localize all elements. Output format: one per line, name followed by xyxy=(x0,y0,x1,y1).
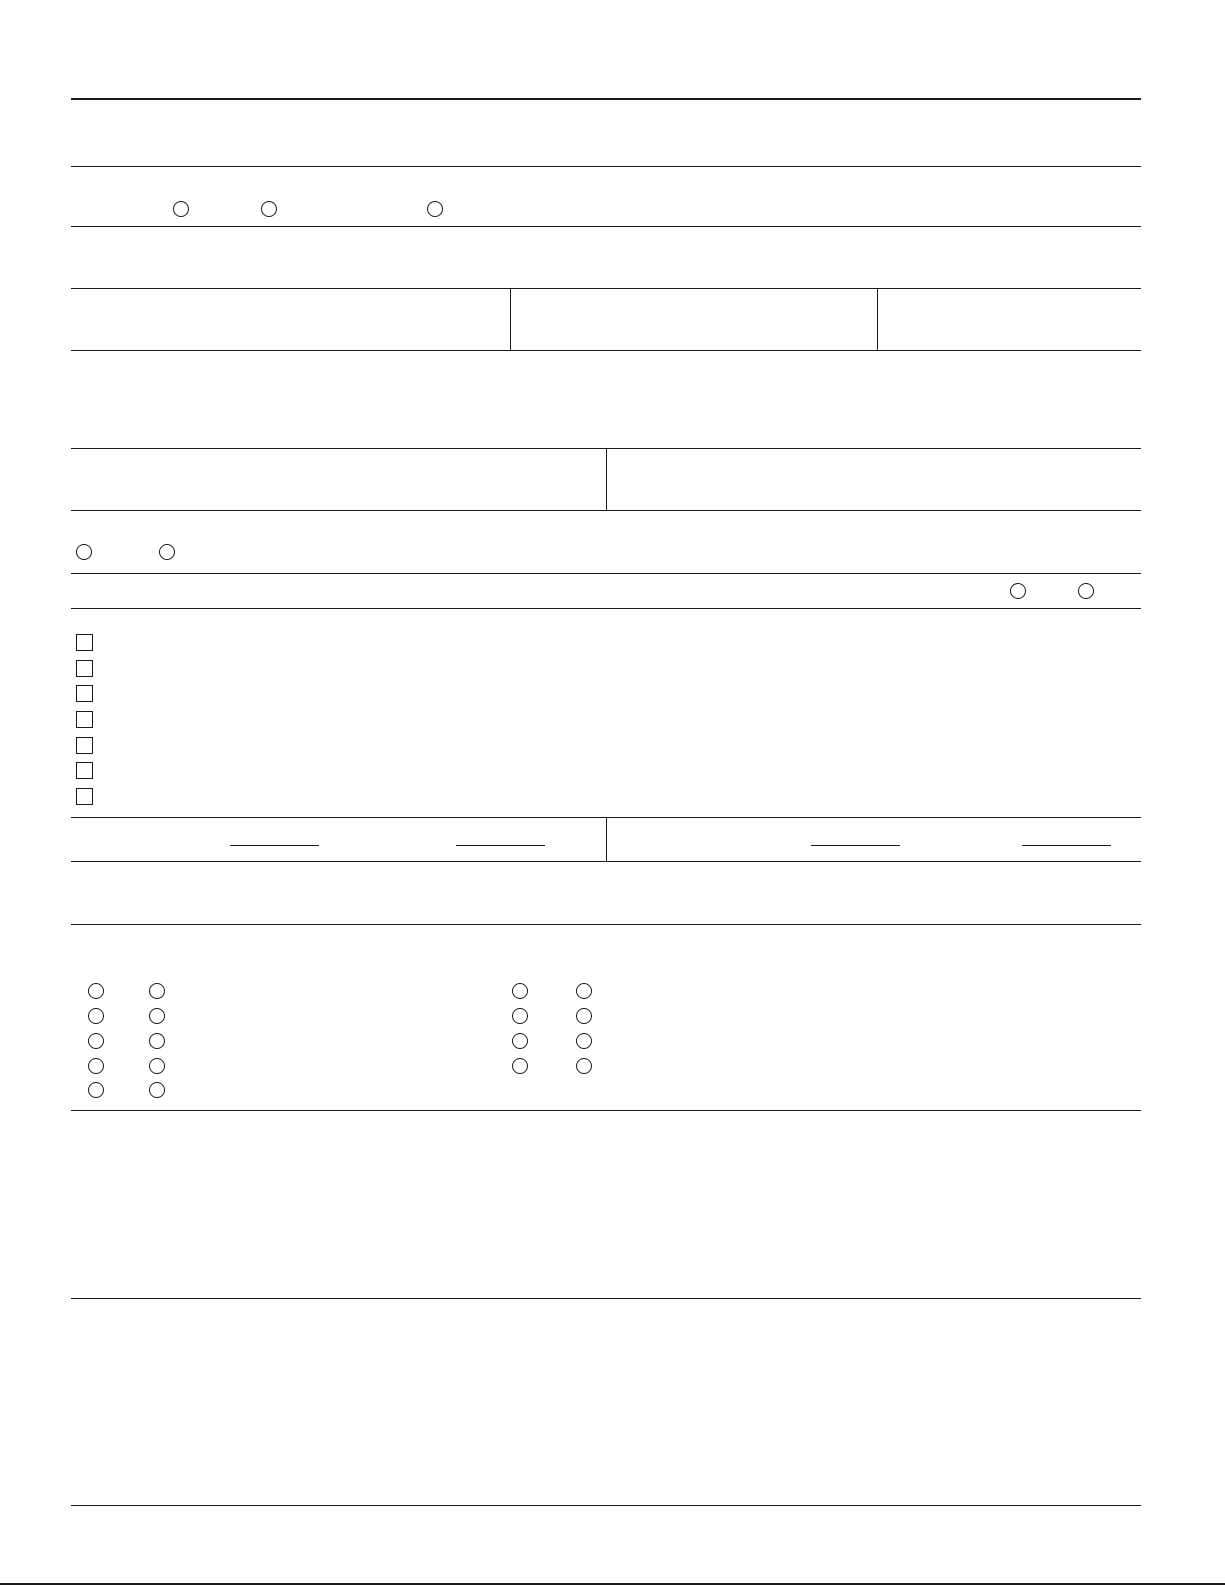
grid-left-radio-b4[interactable] xyxy=(149,1058,165,1074)
row5-input-field-1[interactable] xyxy=(71,450,606,510)
checklist-checkbox-4[interactable] xyxy=(76,711,93,728)
fill-in-blank-2[interactable] xyxy=(456,845,545,846)
fill-in-blank-4[interactable] xyxy=(1022,845,1111,846)
row2-input-field[interactable] xyxy=(71,228,1141,288)
section-rule xyxy=(71,350,1141,351)
column-divider xyxy=(606,817,607,861)
checklist-checkbox-6[interactable] xyxy=(76,762,93,779)
grid-right-radio-a2[interactable] xyxy=(512,1008,528,1024)
grid-left-radio-b1[interactable] xyxy=(149,983,165,999)
section-rule xyxy=(71,226,1141,227)
section-rule xyxy=(71,861,1141,862)
row1-option-radio-1[interactable] xyxy=(173,201,189,217)
header-field[interactable] xyxy=(71,100,1141,166)
section-rule xyxy=(71,924,1141,925)
grid-right-radio-a4[interactable] xyxy=(512,1058,528,1074)
section-rule xyxy=(71,573,1141,574)
row5-input-field-2[interactable] xyxy=(608,450,1141,510)
section-rule xyxy=(71,510,1141,511)
grid-left-radio-b2[interactable] xyxy=(149,1008,165,1024)
section-rule xyxy=(71,1298,1141,1299)
row4-input-field[interactable] xyxy=(71,352,1141,448)
grid-right-radio-a1[interactable] xyxy=(512,983,528,999)
checklist-checkbox-1[interactable] xyxy=(76,634,93,651)
header-bottom-rule xyxy=(71,166,1141,167)
grid-right-radio-b4[interactable] xyxy=(576,1058,592,1074)
grid-right-radio-b1[interactable] xyxy=(576,983,592,999)
checklist-checkbox-5[interactable] xyxy=(76,737,93,754)
row6-option-radio-2[interactable] xyxy=(159,544,175,560)
grid-left-radio-a4[interactable] xyxy=(88,1058,104,1074)
grid-left-radio-a2[interactable] xyxy=(88,1008,104,1024)
grid-left-radio-a3[interactable] xyxy=(88,1033,104,1049)
row3-input-field-2[interactable] xyxy=(512,290,877,350)
row12-input-field[interactable] xyxy=(71,1112,1141,1298)
column-divider xyxy=(510,288,511,350)
grid-right-radio-a3[interactable] xyxy=(512,1033,528,1049)
row3-input-field-1[interactable] xyxy=(71,290,510,350)
row13-input-field[interactable] xyxy=(71,1300,1141,1505)
grid-left-radio-a5[interactable] xyxy=(88,1082,104,1098)
section-rule xyxy=(71,1110,1141,1111)
checklist-checkbox-2[interactable] xyxy=(76,660,93,677)
section-rule xyxy=(71,288,1141,289)
grid-left-radio-b3[interactable] xyxy=(149,1033,165,1049)
row1-option-radio-2[interactable] xyxy=(261,201,277,217)
checklist-checkbox-7[interactable] xyxy=(76,788,93,805)
row7-option-radio-2[interactable] xyxy=(1078,583,1094,599)
row10-input-field[interactable] xyxy=(71,863,1141,924)
column-divider xyxy=(606,448,607,510)
grid-left-radio-b5[interactable] xyxy=(149,1082,165,1098)
checklist-checkbox-3[interactable] xyxy=(76,685,93,702)
grid-right-radio-b2[interactable] xyxy=(576,1008,592,1024)
grid-left-radio-a1[interactable] xyxy=(88,983,104,999)
row6-option-radio-1[interactable] xyxy=(76,544,92,560)
fill-in-blank-1[interactable] xyxy=(230,845,319,846)
section-rule xyxy=(71,1505,1141,1506)
row3-input-field-3[interactable] xyxy=(879,290,1141,350)
grid-right-radio-b3[interactable] xyxy=(576,1033,592,1049)
section-rule xyxy=(71,608,1141,609)
row7-option-radio-1[interactable] xyxy=(1010,583,1026,599)
fill-in-blank-3[interactable] xyxy=(811,845,900,846)
row1-option-radio-3[interactable] xyxy=(427,201,443,217)
column-divider xyxy=(877,288,878,350)
